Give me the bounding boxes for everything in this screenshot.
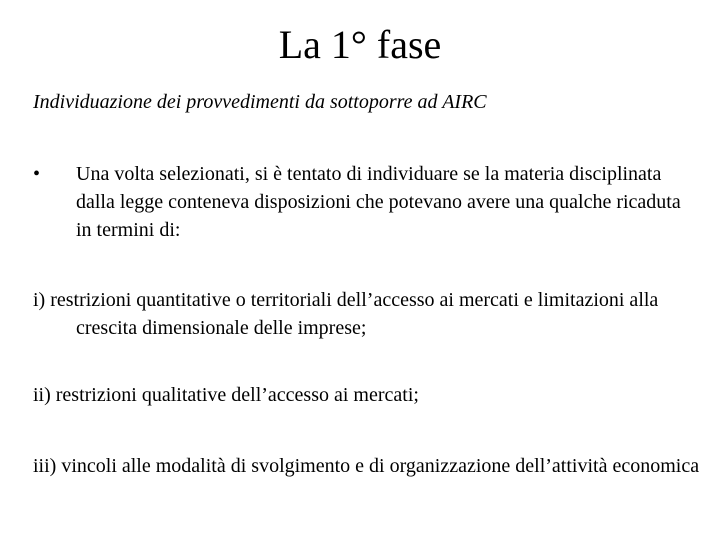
list-item-i: i) restrizioni quantitative o territoriali dell’accesso ai mercati e limitazioni alla crescita dimensionale delle imprese;: [33, 289, 659, 339]
bullet-marker: •: [33, 163, 41, 185]
list-item-ii: ii) restrizioni qualitative dell’accesso ai mercati;: [33, 384, 419, 406]
slide-subtitle: Individuazione dei provvedimenti da sottoporre ad AIRC: [33, 91, 487, 113]
slide-title: La 1° fase: [278, 22, 442, 67]
bullet-text: Una volta selezionati, si è tentato di individuare se la materia disciplinata dalla legge conteneva disposizioni che potevano avere una qualche ricaduta in termini di:: [76, 163, 681, 241]
list-item-iii: iii) vincoli alle modalità di svolgimento e di organizzazione dell’attività economica: [33, 455, 700, 477]
